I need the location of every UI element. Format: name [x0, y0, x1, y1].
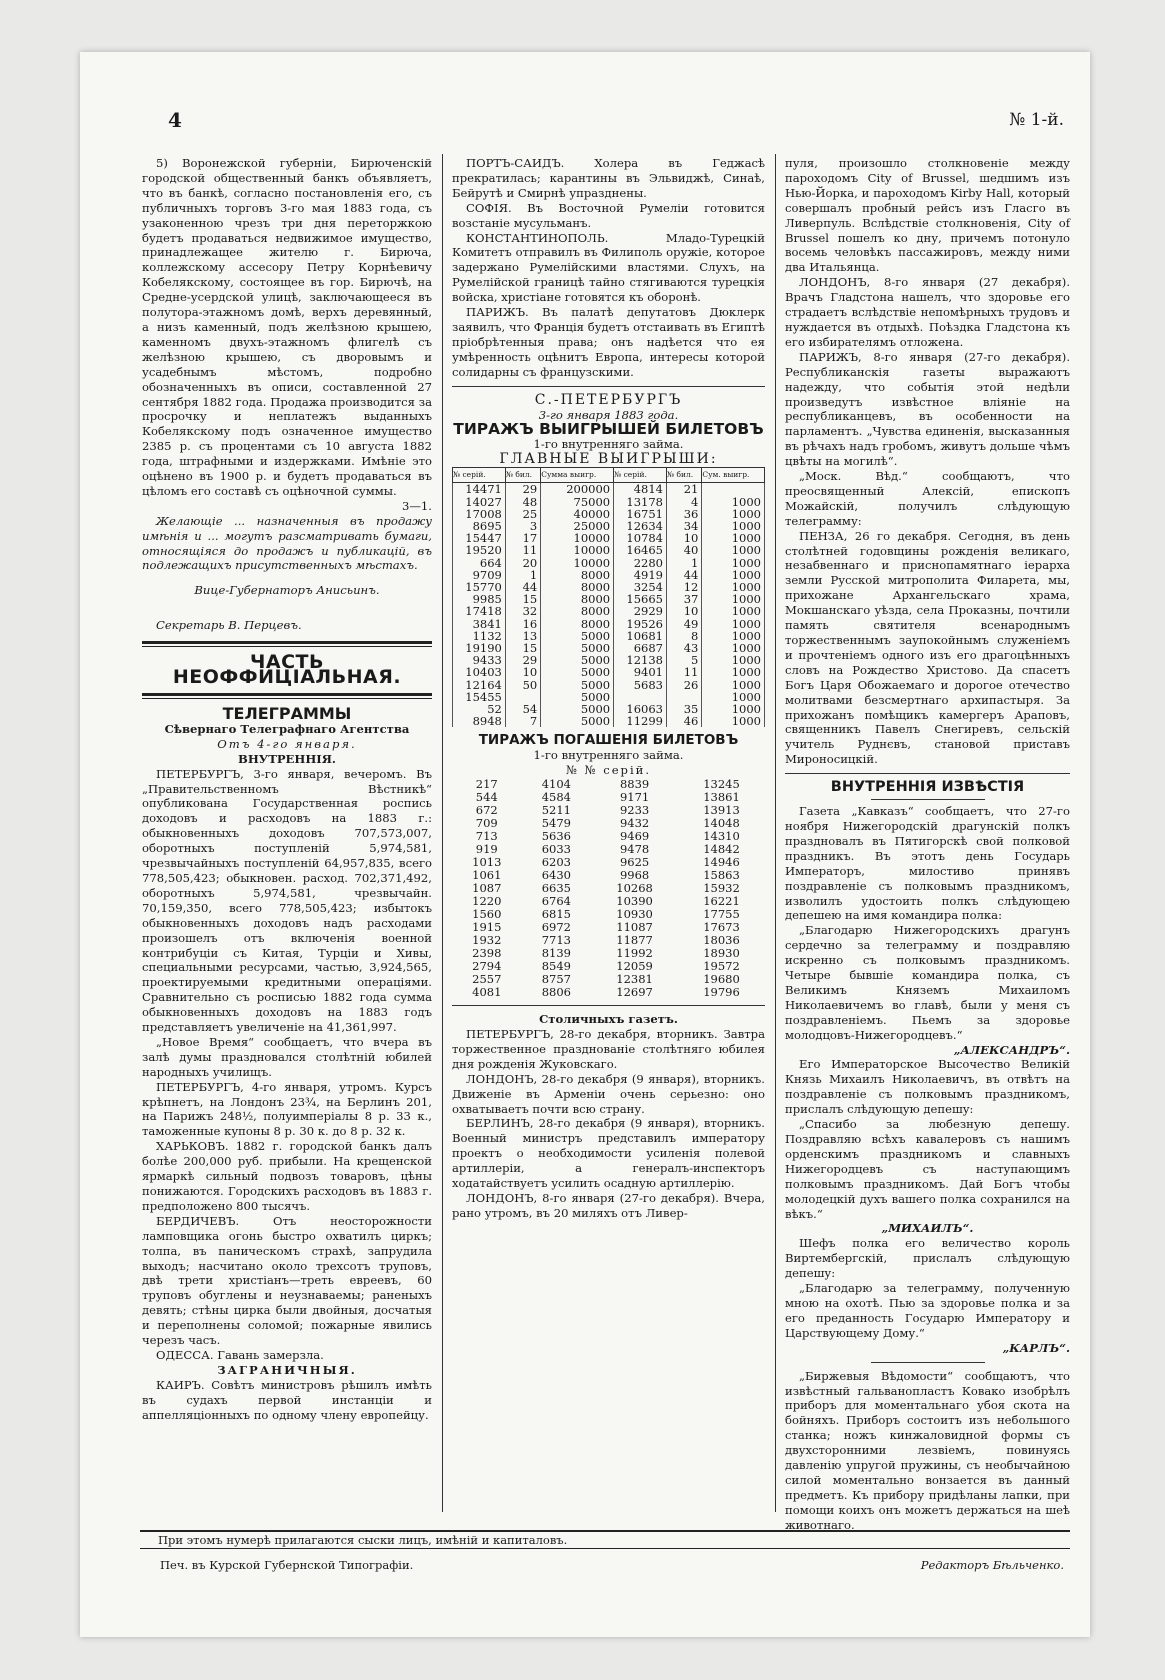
divider — [452, 1005, 765, 1006]
table-cell: 14946 — [703, 855, 740, 870]
table-cell: 8 — [666, 630, 701, 642]
table-cell: 29 — [505, 483, 540, 496]
telegram-paragraph: ПЕТЕРБУРГЪ, 28-го декабря, вторникъ. Завтра торжественное празднованіе столѣтняго юбилея дня рожденія Жуковскаго. — [452, 1027, 765, 1071]
table-cell: 7713 — [541, 933, 571, 948]
winnings-header: Сумма выигр. — [541, 468, 614, 483]
notice-number: 3—1. — [401, 498, 432, 513]
table-cell: 2929 — [614, 605, 667, 617]
table-cell: 15 — [505, 642, 540, 654]
table-cell: 10784 — [614, 532, 667, 544]
table-cell: 672 — [475, 803, 498, 818]
table-cell: 11 — [666, 666, 701, 678]
table-cell: 15665 — [614, 593, 667, 605]
table-cell: 15 — [505, 593, 540, 605]
notice-paragraph: 5) Воронежской губерніи, Бирюченскій городской общественный банкъ объявляетъ, что въ банкѣ, согласно постановленія его, съ публичныхъ торговъ 3-го мая 1883 года, съ узаконенною чрезъ три дня переторжкою будетъ продаваться недвижимое имущество, принадлежащее жителю г. Бирюча, коллежскому ассесору Петру Корнѣевичу Кобелякскому, состоящее въ гор. Бирючѣ, на Средне-усердской улицѣ, заключающееся въ полуторa-этажномъ домѣ, верхъ деревянный, а низъ каменный, подъ желѣзною крышею, каменномъ двухъ-этажномъ флигелѣ съ желѣзною крышею, съ дворовымъ и усадебнымъ мѣстомъ, подробно обозначенныхъ въ описи, составленной 27 сентября 1882 года. Продажа производится за просрочку и неплатежъ выданныхъ Кобелякскому подъ означенное имущество 2385 р. съ процентами съ 10 августа 1882 года, штрафными и издержками. Имѣніе это оцѣнено въ 1900 р. и будетъ продаваться въ цѣломъ его составѣ съ оцѣночной суммы. — [142, 156, 432, 498]
table-cell: 1000 — [702, 532, 765, 544]
table-cell: 50 — [505, 679, 540, 691]
signature-mikhail: „МИХАИЛЪ“. — [881, 1221, 974, 1236]
table-cell: 19680 — [703, 972, 740, 987]
table-cell: 8139 — [541, 946, 571, 961]
table-cell: 1000 — [702, 654, 765, 666]
series-table — [452, 778, 765, 999]
table-cell: 1915 — [472, 920, 502, 935]
telegrams-title: ТЕЛЕГРАММЫ — [222, 704, 352, 723]
table-cell: 1 — [505, 569, 540, 581]
table-cell: 8757 — [541, 972, 571, 987]
section-divider — [142, 693, 432, 699]
table-cell: 544 — [475, 790, 498, 805]
news-paragraph: Газета „Кавказъ“ сообщаетъ, что 27-го ноября Нижегородскій драгунскій полкъ праздновалъ въ Пятигорскѣ свой полковой праздникъ. Въ этотъ день Государь Императоръ, милостиво принявъ поздравленіе съ полковымъ праздникомъ, изволилъ удостоить полкъ слѣдующею депешею на имя командира полка: — [785, 804, 1070, 923]
table-cell: 17418 — [453, 605, 506, 617]
table-cell: 9709 — [453, 569, 506, 581]
table-cell: 9432 — [619, 816, 650, 831]
table-cell: 1000 — [702, 666, 765, 678]
table-cell: 5000 — [541, 666, 614, 678]
table-cell: 6972 — [541, 920, 571, 935]
table-cell: 10 — [666, 532, 701, 544]
telegram-paragraph: ПОРТЪ-САИДЪ. Холера въ Геджасѣ прекратилась; карантины въ Эльвиджѣ, Синаѣ, Бейрутѣ и Смирнѣ упразднены. — [452, 156, 765, 200]
agency-title: Сѣвернаго Телеграфнаго Агентства — [164, 721, 410, 736]
table-cell: 11877 — [616, 933, 653, 948]
table-cell: 16063 — [614, 703, 667, 715]
telegram-paragraph: ПАРИЖЪ, 8-го января (27-го декабря). Республиканскія газеты выражаютъ надежду, что событія этой недѣли произведутъ извѣстное вліяніе на республиканцевъ, въ особенности на парламентъ. „Чувства единенія, высказанныя въ рѣчахъ надъ гробомъ, живутъ дольше чѣмъ цвѣты на могилѣ“. — [785, 349, 1070, 469]
table-cell: 4 — [666, 496, 701, 508]
table-cell: 52 — [453, 703, 506, 715]
table-cell: 32 — [505, 605, 540, 617]
table-cell: 1000 — [702, 679, 765, 691]
table-cell: 34 — [666, 520, 701, 532]
table-cell: 9968 — [619, 868, 650, 883]
table-cell: 7 — [505, 715, 540, 727]
table-cell: 43 — [666, 642, 701, 654]
table-cell: 15455 — [453, 691, 506, 703]
table-cell: 6764 — [541, 894, 571, 909]
table-cell: 46 — [666, 715, 701, 727]
governor-signature: Вице-Губернаторъ Анисьинъ. — [194, 583, 380, 598]
foreign-heading: ЗАГРАНИЧНЫЯ. — [217, 1362, 357, 1377]
internal-heading: ВНУТРЕННІЯ. — [238, 751, 336, 766]
editor-line: Редакторъ Бѣльченко. — [920, 1558, 1064, 1572]
news-paragraph: Его Императорское Высочество Великій Князь Михаилъ Николаевичъ, въ отвѣтъ на поздравленіе съ полковымъ праздникомъ, прислалъ слѣдующую депешу: — [785, 1057, 1070, 1117]
table-cell: 29 — [505, 654, 540, 666]
signature-alexander: „АЛЕКСАНДРЪ“. — [953, 1042, 1070, 1057]
lottery-title: ТИРАЖЪ ВЫИГРЫШЕЙ БИЛЕТОВЪ — [453, 420, 764, 439]
table-cell: 4081 — [472, 985, 502, 1000]
news-paragraph: „Благодарю за телеграмму, полученную мною на охотѣ. Пью за здоровье полка и за его преданность Государю Императору и Царствующему Дому.“ — [785, 1281, 1070, 1340]
table-cell: 709 — [475, 816, 498, 831]
table-cell: 36 — [666, 508, 701, 520]
table-cell: 10 — [505, 666, 540, 678]
table-cell: 2398 — [472, 946, 502, 961]
table-cell: 13861 — [703, 790, 740, 805]
table-cell: 19572 — [703, 959, 740, 974]
table-cell: 17 — [505, 532, 540, 544]
table-cell: 11992 — [616, 946, 653, 961]
section-divider — [142, 641, 432, 647]
table-cell: 3841 — [453, 618, 506, 630]
table-cell: 15770 — [453, 581, 506, 593]
table-cell: 25000 — [541, 520, 614, 532]
table-cell: 8000 — [541, 605, 614, 617]
supplement-note: При этомъ нумерѣ прилагаются сыски лицъ, имѣній и капиталовъ. — [158, 1533, 568, 1547]
table-cell: 8000 — [541, 581, 614, 593]
table-cell: 10 — [666, 605, 701, 617]
table-cell: 35 — [666, 703, 701, 715]
table-cell: 19520 — [453, 544, 506, 556]
footer-rule — [140, 1548, 1070, 1549]
table-cell: 1932 — [472, 933, 502, 948]
table-cell: 11087 — [616, 920, 653, 935]
table-cell: 75000 — [541, 496, 614, 508]
table-cell: 16751 — [614, 508, 667, 520]
table-cell: 713 — [475, 829, 498, 844]
telegram-paragraph: БЕРЛИНЪ, 28-го декабря (9 января), вторникъ. Военный министръ представилъ императору проектъ о необходимости усиленія полевой артиллеріи, а генералъ-инспекторъ ходатайствуетъ усилить осадную артиллерію. — [452, 1116, 765, 1191]
table-cell: 1000 — [702, 642, 765, 654]
lottery-loan: 1-го внутренняго займа. — [533, 437, 684, 452]
divider — [785, 773, 1070, 774]
telegram-paragraph: КОНСТАНТИНОПОЛЬ. Младо-Турецкій Комитетъ отправилъ въ Филиполь оружіе, которое задержано Румелійскими властями. Слухъ, на Румелійской границѣ тайно стягиваются турецкія войска, христiане готовятся къ оборонѣ. — [452, 230, 765, 305]
table-cell: 26 — [666, 679, 701, 691]
table-cell: 1 — [666, 557, 701, 569]
table-cell: 6635 — [541, 881, 571, 896]
telegram-paragraph: ПЕНЗА, 26 го декабря. Сегодня, въ день столѣтней годовщины рожденія великаго, незабвеннаго и приснопамятнаго іерарха земли Русской митрополита Филарета, мы, прихожане Архангельскаго храма, Мокшанскаго уѣзда, села Проказны, почтили память святителя всенароднымъ торжественнымъ заупокойнымъ служеніемъ и прочтеніемъ одного изъ его драгоцѣнныхъ словъ на Рождество Христово. Да спасетъ Богъ Царя Обожаемаго и дорогое отечество молитвами безсмертнаго архипастыря. За прихожанъ помѣщикъ камергеръ Араповъ, священникъ Павелъ Снегиревъ, сельскій учитель Руднєвъ, становой приставъ Мироносицкій. — [785, 528, 1070, 767]
table-row — [453, 557, 765, 569]
table-cell: 1220 — [472, 894, 502, 909]
table-cell: 16465 — [614, 544, 667, 556]
telegram-paragraph: „Новое Время“ сообщаетъ, что вчера въ залѣ думы праздновался столѣтній юбилей народныхъ училищъ. — [142, 1034, 432, 1079]
telegram-paragraph: ПЕТЕРБУРГЪ, 4-го января, утромъ. Курсъ крѣпнетъ, на Лондонъ 23¾, на Берлинъ 201, на Парижъ 248½, полуимперіалы 8 р. 33 к., таможенные купоны 8 р. 30 к. до 8 р. 32 к. — [142, 1079, 432, 1139]
table-cell: 5000 — [541, 630, 614, 642]
table-cell: 16221 — [703, 894, 740, 909]
table-cell: 13245 — [703, 777, 740, 792]
lottery-date: 3-го января 1883 года. — [538, 407, 679, 422]
table-row — [453, 496, 765, 508]
table-cell: 44 — [505, 581, 540, 593]
table-cell: 5000 — [541, 654, 614, 666]
table-cell: 40 — [666, 544, 701, 556]
table-cell: 8000 — [541, 593, 614, 605]
table-cell: 1000 — [702, 715, 765, 727]
table-cell: 21 — [666, 483, 701, 496]
table-cell: 4919 — [614, 569, 667, 581]
table-cell: 9478 — [619, 842, 650, 857]
table-cell: 1000 — [702, 691, 765, 703]
table-cell: 8806 — [541, 985, 571, 1000]
table-row — [453, 483, 765, 496]
page-footer — [140, 1530, 1070, 1572]
table-row — [452, 986, 765, 999]
table-cell: 5 — [666, 654, 701, 666]
redemption-title: ТИРАЖЪ ПОГАШЕНІЯ БИЛЕТОВЪ — [478, 732, 739, 749]
table-cell: 8000 — [541, 618, 614, 630]
table-cell: 1000 — [702, 630, 765, 642]
table-cell: 8948 — [453, 715, 506, 727]
table-cell: 18036 — [703, 933, 740, 948]
table-cell: 217 — [475, 777, 498, 792]
table-cell: 18930 — [703, 946, 740, 961]
table-cell: 5000 — [541, 715, 614, 727]
capital-papers-heading: Столичныхъ газетъ. — [539, 1012, 678, 1027]
table-cell: 12634 — [614, 520, 667, 532]
telegram-paragraph: ПАРИЖЪ. Въ палатѣ депутатовъ Дюклерк заявилъ, что Франція будетъ отстаивать въ Египтѣ пріобрѣтенныя права; онъ надѣется что ея умѣренность оцѣнитъ Европа, интересы которой солидарны съ французскими. — [452, 305, 765, 379]
winnings-table — [452, 467, 765, 727]
table-cell: 12059 — [616, 959, 653, 974]
table-cell: 4104 — [541, 777, 571, 792]
table-cell: 15863 — [703, 868, 740, 883]
table-cell: 19190 — [453, 642, 506, 654]
notice-italic: Желающіе ... назначенныя въ продажу имѣнія и ... могутъ разсматривать бумаги, относящіяся до продажъ и публикацій, въ подлежащихъ присутственныхъ мѣстахъ. — [142, 513, 432, 573]
table-cell: 9401 — [614, 666, 667, 678]
table-cell: 9433 — [453, 654, 506, 666]
table-cell: 5636 — [541, 829, 571, 844]
table-cell: 11 — [505, 544, 540, 556]
table-cell: 1560 — [472, 907, 502, 922]
telegram-paragraph: „Моск. Вѣд.“ сообщаютъ, что преосвященный Алексій, епископъ Можайскій, получилъ слѣдующую телеграмму: — [785, 469, 1070, 528]
table-cell: 1000 — [702, 557, 765, 569]
divider — [452, 386, 765, 387]
table-cell: 5000 — [541, 691, 614, 703]
printer-line: Печ. въ Курской Губернской Типографіи. — [160, 1558, 414, 1572]
table-cell: 10930 — [616, 907, 653, 922]
table-cell: 10268 — [616, 881, 653, 896]
table-cell: 10681 — [614, 630, 667, 642]
column-middle — [452, 156, 765, 1221]
news-paragraph: Шефъ полка его величество король Виртембергскій, прислалъ слѣдующую депешу: — [785, 1236, 1070, 1281]
table-cell: 1013 — [472, 855, 502, 870]
table-cell: 49 — [666, 618, 701, 630]
column-rule — [442, 154, 443, 1512]
telegram-paragraph: КАИРЪ. Совѣтъ министровъ рѣшилъ имѣть въ судахъ первой инстанціи и аппелляціонныхъ по одному члену европейцу. — [142, 1377, 432, 1422]
page-header — [168, 108, 1064, 134]
table-cell: 40000 — [541, 508, 614, 520]
table-cell: 48 — [505, 496, 540, 508]
table-row — [453, 715, 765, 727]
table-cell: 1087 — [472, 881, 502, 896]
table-cell: 1000 — [702, 520, 765, 532]
table-cell: 1000 — [702, 581, 765, 593]
table-cell: 1000 — [702, 569, 765, 581]
winnings-header: № серій. — [614, 468, 667, 483]
column-rule — [775, 154, 776, 1512]
table-cell: 6203 — [541, 855, 571, 870]
table-cell: 5683 — [614, 679, 667, 691]
table-cell: 1000 — [702, 703, 765, 715]
table-cell: 19796 — [703, 985, 740, 1000]
table-row — [453, 679, 765, 691]
table-cell: 1000 — [702, 496, 765, 508]
table-cell: 20 — [505, 557, 540, 569]
winnings-header: № бил. — [666, 468, 701, 483]
telegram-paragraph: ОДЕССА. Гавань замерзла. — [156, 1347, 324, 1362]
table-cell: 12 — [666, 581, 701, 593]
table-cell: 12138 — [614, 654, 667, 666]
table-cell: 54 — [505, 703, 540, 715]
table-cell: 12381 — [616, 972, 653, 987]
winnings-header: Сум. выигр. — [702, 468, 765, 483]
table-cell: 10000 — [541, 532, 614, 544]
telegram-paragraph: СОФІЯ. Въ Восточной Румеліи готовится возстаніе мусульманъ. — [452, 200, 765, 230]
table-cell: 1000 — [702, 544, 765, 556]
table-cell: 13913 — [703, 803, 740, 818]
redemption-loan: 1-го внутренняго займа. — [533, 748, 684, 763]
table-cell: 10390 — [616, 894, 653, 909]
table-cell: 2557 — [472, 972, 502, 987]
table-cell: 8839 — [619, 777, 650, 792]
table-cell: 9625 — [619, 855, 650, 870]
section-title: ЧАСТЬ НЕОФФИЦІАЛЬНАЯ. — [172, 651, 402, 689]
table-cell: 2280 — [614, 557, 667, 569]
winnings-header: № бил. — [505, 468, 540, 483]
table-cell: 12697 — [616, 985, 653, 1000]
table-cell: 14842 — [703, 842, 740, 857]
lottery-city: С.-ПЕТЕРБУРГЪ — [534, 391, 683, 408]
secretary-signature: Секретарь В. Перцевъ. — [156, 618, 302, 633]
table-cell: 5000 — [541, 642, 614, 654]
table-cell: 2794 — [472, 959, 502, 974]
page-number: 4 — [168, 108, 182, 132]
news-paragraph: „Биржевыя Вѣдомости“ сообщаютъ, что извѣстный гальванопластъ Ковако изобрѣлъ приборъ для моментальнаго убоя скота на бойняхъ. Приборъ состоитъ изъ небольшого станка; ножъ кинжаловидной формы съ двухсторонними лезвіемъ, повинуясь давленію упругой пружины, съ необычайною силой моментально вонзается въ данный предметъ. Къ прибору придѣланы лапки, при помощи коихъ онъ можетъ держаться на шеѣ животнаго. — [785, 1368, 1070, 1532]
winnings-header: № серій. — [453, 468, 506, 483]
table-cell: 13 — [505, 630, 540, 642]
table-cell: 200000 — [541, 483, 614, 496]
table-row — [453, 666, 765, 678]
telegram-paragraph: ЛОНДОНЪ, 28-го декабря (9 января), вторникъ. Движеніе въ Арменіи очень серьезно: оно охватываетъ почти всю страну. — [452, 1071, 765, 1116]
telegram-paragraph: ЛОНДОНЪ, 8-го января (27-го декабря). Вчера, рано утромъ, въ 20 миляхъ отъ Ливер- — [452, 1190, 765, 1220]
table-row — [453, 618, 765, 630]
table-cell: 9985 — [453, 593, 506, 605]
table-cell: 1132 — [453, 630, 506, 642]
newspaper-page — [140, 108, 1070, 1592]
table-cell: 14310 — [703, 829, 740, 844]
table-cell: 8695 — [453, 520, 506, 532]
table-cell: 15932 — [703, 881, 740, 896]
table-cell: 3 — [505, 520, 540, 532]
table-cell: 1000 — [702, 618, 765, 630]
table-cell: 1000 — [702, 508, 765, 520]
table-cell: 9469 — [619, 829, 650, 844]
telegram-paragraph: БЕРДИЧЕВЪ. Отъ неосторожности ламповщика огонь быстро охватилъ циркъ; толпа, въ паническомъ страхѣ, запрудила выходъ; насчитано около трехсотъ труповъ, двѣ трети христіанъ—треть евреевъ, 60 труповъ обуглены и неузнаваемы; раненыхъ девять; стѣны цирка были двойныя, досчатыя и переполнены соломой; пожарные явились черезъ часъ. — [142, 1213, 432, 1348]
table-cell: 9171 — [619, 790, 650, 805]
telegram-paragraph: ХАРЬКОВЪ. 1882 г. городской банкъ далъ болѣе 200,000 руб. прибыли. На крещенской ярмаркѣ сильный подвозъ товаровъ, цѣны понижаются. Городскихъ расходовъ въ 1883 г. предположено 800 тысячъ. — [142, 1139, 432, 1213]
table-cell: 44 — [666, 569, 701, 581]
table-cell: 14048 — [703, 816, 740, 831]
table-cell: 17008 — [453, 508, 506, 520]
table-cell: 25 — [505, 508, 540, 520]
table-cell: 14027 — [453, 496, 506, 508]
table-cell: 37 — [666, 593, 701, 605]
table-cell: 11299 — [614, 715, 667, 727]
table-cell: 19526 — [614, 618, 667, 630]
table-cell: 5479 — [541, 816, 571, 831]
table-cell: 8549 — [541, 959, 571, 974]
table-cell: 5000 — [541, 703, 614, 715]
divider — [871, 1362, 985, 1363]
table-cell — [702, 483, 765, 496]
table-cell: 15447 — [453, 532, 506, 544]
news-paragraph: „Благодарю Нижегородскихъ драгунъ сердечно за телеграмму и поздравляю искренно съ полковымъ праздникомъ. Четыре бывшіе командира полка, съ Великимъ Княземъ Михаиломъ Николаевичемъ во главѣ, были у меня съ поздравленіемъ. Пьемъ за здоровье молодцовъ-Нижегородцевъ.“ — [785, 923, 1070, 1042]
issue-number: № 1-й. — [1009, 110, 1064, 130]
telegram-paragraph: ЛОНДОНЪ, 8-го января (27 декабря). Врачъ Гладстона нашелъ, что здоровье его страдаетъ вслѣдствіе непомѣрныхъ трудовъ и нуждается въ отдыхѣ. Поѣздка Гладстона къ его избирателямъ отложена. — [785, 275, 1070, 349]
table-cell: 17755 — [703, 907, 740, 922]
table-cell: 17673 — [703, 920, 740, 935]
table-cell: 16 — [505, 618, 540, 630]
telegram-paragraph: пуля, произошло столкновеніе между пароходомъ City of Brussel, шедшимъ изъ Нью-Йорка, и пароходомъ Kirby Hall, который совершалъ пробный рейсъ изъ Гласго въ Ливерпуль. Вслѣдствіе столкновенія, City of Brussel пошелъ ко дну, причемъ потонуло восемь человѣкъ пассажировъ, между ними два Итальянца. — [785, 156, 1070, 275]
table-cell: 8000 — [541, 569, 614, 581]
table-row — [453, 605, 765, 617]
telegram-paragraph: ПЕТЕРБУРГЪ, 3-го января, вечеромъ. Въ „Правительственномъ Вѣстникѣ“ опубликована Государственная роспись доходовъ и расходовъ на 1883 г.: обыкновенныхъ доходовъ 707,573,007, оборотныхъ поступленій 5,974,581, чрезвычайныхъ поступленій 64,957,835, всего 778,505,423; обыкновен. расход. 702,371,492, оборотныхъ 5,974,581, чрезвычайн. 70,159,350, всего 778,505,423; избытокъ обыкновенныхъ доходовъ надъ расходами произошелъ отъ включенія военной контрибуціи съ Китая, Турціи и Хивы, специальными ресурсами, частью, 3,924,565, проектируемыми кредитными операціями. Сравнительно съ росписью 1882 года сумма обыкновенныхъ доходовъ на 1883 годъ представляетъ увеличеніе на 41,361,997. — [142, 766, 432, 1035]
main-wins-heading: ГЛАВНЫЕ ВЫИГРЫШИ: — [499, 451, 718, 468]
table-cell: 1000 — [702, 593, 765, 605]
telegram-date: Отъ 4-го января. — [217, 736, 357, 751]
table-cell: 14471 — [453, 483, 506, 496]
table-cell: 4584 — [541, 790, 571, 805]
table-cell: 10000 — [541, 544, 614, 556]
table-cell: 664 — [453, 557, 506, 569]
table-cell: 5211 — [541, 803, 571, 818]
signature-karl: „КАРЛЪ“. — [1002, 1340, 1070, 1355]
table-cell: 10403 — [453, 666, 506, 678]
table-cell: 12164 — [453, 679, 506, 691]
news-paragraph: „Спасибо за любезную депешу. Поздравляю всѣхъ кавалеровъ съ нашимъ орденскимъ праздникомъ и славныхъ Нижегородцевъ съ наступающимъ полковымъ праздникомъ. Дай Богъ чтобы молодецкій духъ вашего полка сохранился на вѣкъ.“ — [785, 1117, 1070, 1221]
series-label: № № серій. — [565, 763, 652, 778]
column-right — [785, 156, 1070, 1533]
table-cell: 5000 — [541, 679, 614, 691]
table-cell: 10000 — [541, 557, 614, 569]
table-cell: 919 — [475, 842, 498, 857]
table-row — [453, 544, 765, 556]
column-left — [142, 156, 432, 1423]
table-cell: 9233 — [619, 803, 650, 818]
internal-news-heading: ВНУТРЕННІЯ ИЗВѢСТІЯ — [830, 779, 1025, 796]
table-cell: 6815 — [541, 907, 571, 922]
table-cell: 3254 — [614, 581, 667, 593]
table-cell: 1061 — [472, 868, 502, 883]
newspaper-sheet — [80, 52, 1090, 1637]
table-cell: 1000 — [702, 605, 765, 617]
divider — [871, 799, 985, 800]
table-cell: 6687 — [614, 642, 667, 654]
table-cell: 6033 — [541, 842, 571, 857]
table-cell: 4814 — [614, 483, 667, 496]
table-cell: 6430 — [541, 868, 571, 883]
table-cell: 13178 — [614, 496, 667, 508]
